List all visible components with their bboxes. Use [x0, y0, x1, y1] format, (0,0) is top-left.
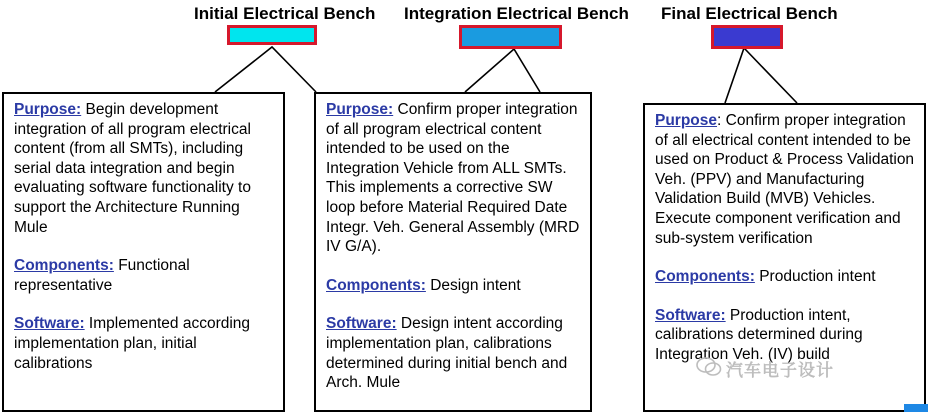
- purpose-section: [655, 111, 916, 248]
- wechat-icon: [696, 356, 722, 378]
- components-section: [655, 267, 916, 287]
- stage-box-initial: [2, 92, 285, 412]
- stage-title-initial: Initial Electrical Bench: [194, 4, 376, 23]
- stage-title-final: Final Electrical Bench: [661, 4, 838, 23]
- software-label: Software:: [655, 306, 726, 324]
- stage-swatch-integration: [459, 25, 562, 49]
- components-section: [326, 276, 582, 296]
- purpose-text: Begin development integration of all program electrical content (from all SMTs), including serial data integration and begin evaluating software functionality to support the Architecture Running Mule: [14, 101, 251, 236]
- purpose-section: [326, 100, 582, 257]
- purpose-label: Purpose: [655, 112, 718, 129]
- corner-chip: [904, 404, 928, 412]
- connector-integration: [465, 49, 540, 92]
- components-text: Production intent: [754, 268, 876, 286]
- components-text: Design intent: [425, 276, 521, 294]
- software-text: Implemented according implementation plan, initial calibrations: [14, 315, 251, 372]
- software-text: Production intent, calibrations determined during Integration Veh. (IV) build: [655, 306, 863, 363]
- stage-box-integration: [314, 92, 592, 412]
- purpose-label: Purpose:: [14, 101, 82, 118]
- purpose-text: : Confirm proper integration of all electrical content intended to be used on Product & Process Validation Veh. (PPV) and Manufacturing Validation Build (MVB) Vehicles. Execute component verification and sub-system verification: [655, 112, 915, 247]
- watermark-text: 汽车电子设计: [726, 361, 834, 380]
- software-section: [326, 314, 582, 392]
- software-label: Software:: [14, 315, 85, 333]
- components-label: Components:: [655, 268, 755, 286]
- stage-swatch-initial: [227, 25, 317, 45]
- connector-initial: [215, 47, 316, 92]
- components-text: Functional representative: [14, 257, 190, 294]
- components-section: [14, 256, 275, 295]
- stage-swatch-final: [711, 25, 783, 49]
- purpose-section: [14, 100, 275, 237]
- software-section: [14, 314, 275, 373]
- software-text: Design intent according implementation plan, calibrations determined during initial bench and Arch. Mule: [326, 315, 568, 392]
- stage-title-integration: Integration Electrical Bench: [404, 4, 629, 23]
- components-label: Components:: [326, 276, 426, 294]
- software-label: Software:: [326, 315, 397, 333]
- purpose-label: Purpose:: [326, 101, 394, 118]
- connector-final: [725, 48, 797, 103]
- purpose-text: Confirm proper integration of all program electrical content intended to be used on the Integration Vehicle from ALL SMTs. This implements a corrective SW loop before Material Required Date Integr. Veh. General Assembly (MRD IV G/A).: [326, 101, 580, 256]
- components-label: Components:: [14, 257, 114, 275]
